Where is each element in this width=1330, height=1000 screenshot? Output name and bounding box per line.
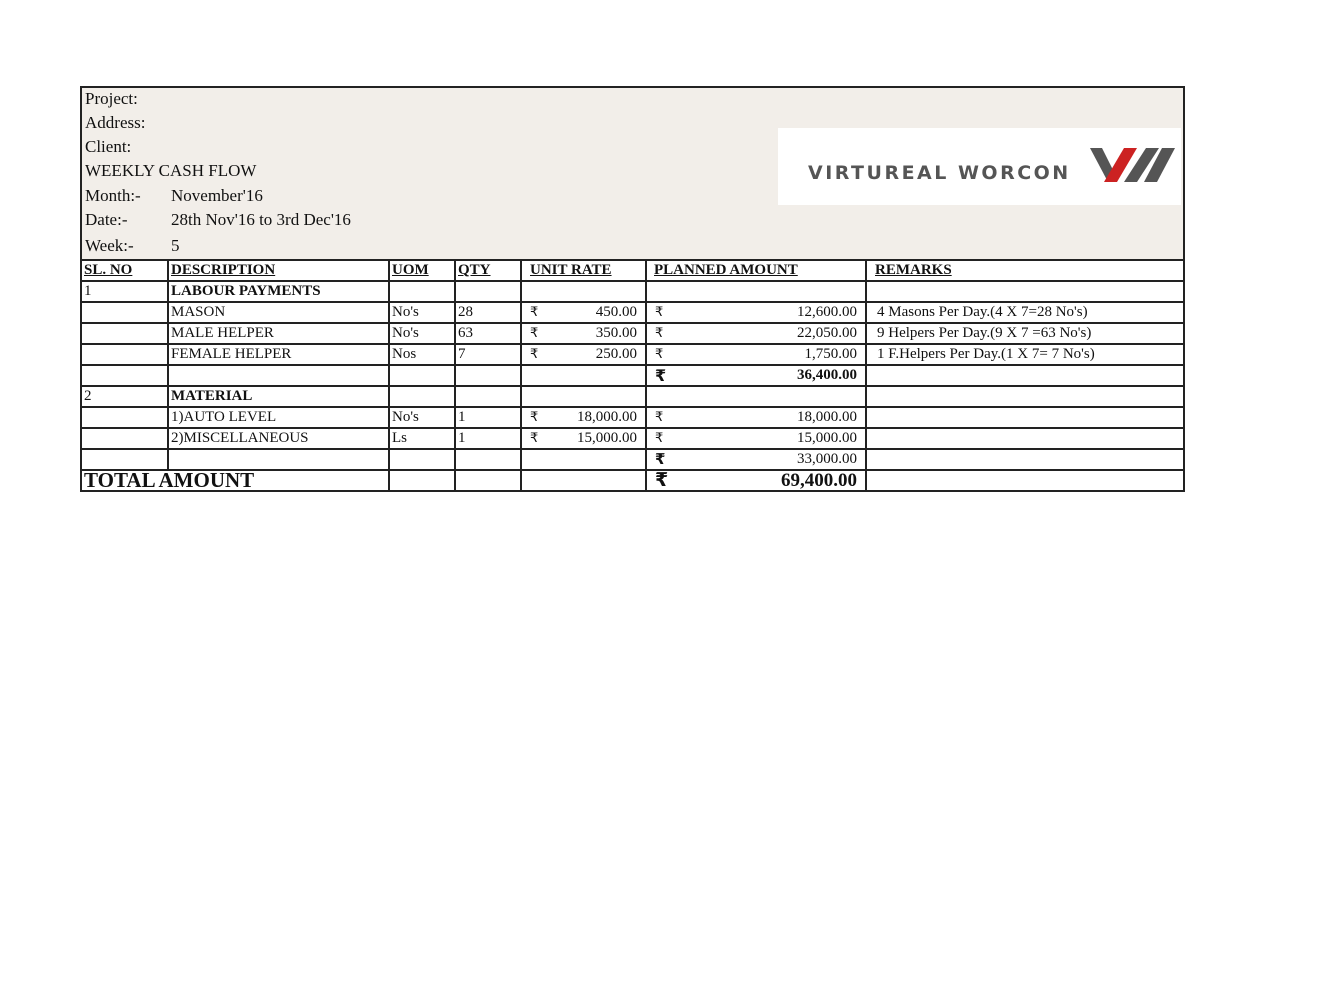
item-rate: 18,000.00: [577, 409, 637, 425]
rupee-icon: ₹: [655, 305, 664, 320]
week-value: 5: [171, 236, 180, 255]
rupee-icon: ₹: [655, 410, 664, 425]
date-line: [85, 210, 351, 230]
rupee-icon: ₹: [530, 347, 539, 362]
subtotal-amount: 33,000.00: [797, 451, 857, 467]
item-uom: Nos: [389, 344, 455, 365]
sheet-header: [82, 88, 1183, 261]
col-header-remarks: REMARKS: [866, 261, 1183, 281]
address-label: Address:: [85, 113, 146, 132]
rupee-icon: ₹: [530, 326, 539, 341]
section-row: [82, 386, 1183, 407]
subtotal-amount: 36,400.00: [797, 367, 857, 383]
date-label: Date:-: [85, 210, 128, 229]
week-line: [85, 236, 180, 256]
rupee-icon: ₹: [530, 305, 539, 320]
rupee-icon: ₹: [655, 347, 664, 362]
rupee-icon: ₹: [530, 410, 539, 425]
item-rate: 15,000.00: [577, 430, 637, 446]
week-label: Week:-: [85, 236, 134, 255]
item-rate: 250.00: [595, 346, 637, 362]
rupee-icon: ₹: [655, 450, 666, 468]
item-amount: 15,000.00: [797, 430, 857, 446]
item-uom: Ls: [389, 428, 455, 449]
client-label: Client:: [85, 137, 132, 156]
table-row: [82, 323, 1183, 344]
col-header-planned-amount: PLANNED AMOUNT: [646, 261, 866, 281]
section-title: MATERIAL: [168, 386, 389, 407]
section-title: LABOUR PAYMENTS: [168, 281, 389, 302]
month-line: [85, 186, 263, 206]
col-header-description: DESCRIPTION: [168, 261, 389, 281]
date-value: 28th Nov'16 to 3rd Dec'16: [171, 210, 351, 229]
item-qty: 28: [455, 302, 521, 323]
col-header-uom: UOM: [389, 261, 455, 281]
table-row: [82, 302, 1183, 323]
logo-w-mark-icon: [1090, 146, 1176, 186]
item-uom: No's: [389, 323, 455, 344]
subtotal-row: [82, 365, 1183, 386]
item-description: MALE HELPER: [168, 323, 389, 344]
total-row: [82, 470, 1183, 490]
total-label: TOTAL AMOUNT: [82, 470, 389, 490]
col-header-sl-no: SL. NO: [82, 261, 168, 281]
rupee-icon: ₹: [530, 431, 539, 446]
month-label: Month:-: [85, 186, 141, 205]
rupee-icon: ₹: [655, 326, 664, 341]
item-amount: 12,600.00: [797, 304, 857, 320]
col-header-unit-rate: UNIT RATE: [521, 261, 646, 281]
col-header-qty: QTY: [455, 261, 521, 281]
rupee-icon: ₹: [655, 431, 664, 446]
table-row: [82, 344, 1183, 365]
subtotal-row: [82, 449, 1183, 470]
item-qty: 7: [455, 344, 521, 365]
project-label: Project:: [85, 89, 138, 108]
item-uom: No's: [389, 407, 455, 428]
item-description: FEMALE HELPER: [168, 344, 389, 365]
item-amount: 18,000.00: [797, 409, 857, 425]
logo-text: VIRTUREAL WORCON: [808, 162, 1071, 184]
section-row: [82, 281, 1183, 302]
sheet-title: WEEKLY CASH FLOW: [85, 161, 257, 180]
table-row: [82, 407, 1183, 428]
item-remarks: [866, 407, 1183, 428]
section-sl: 2: [82, 386, 168, 407]
item-description: MASON: [168, 302, 389, 323]
item-remarks: 1 F.Helpers Per Day.(1 X 7= 7 No's): [866, 344, 1183, 365]
item-qty: 1: [455, 428, 521, 449]
item-amount: 22,050.00: [797, 325, 857, 341]
cash-flow-sheet: [80, 86, 1185, 492]
rupee-icon: ₹: [655, 470, 669, 490]
item-remarks: 9 Helpers Per Day.(9 X 7 =63 No's): [866, 323, 1183, 344]
item-rate: 350.00: [595, 325, 637, 341]
item-description: 2)MISCELLANEOUS: [168, 428, 389, 449]
item-qty: 63: [455, 323, 521, 344]
month-value: November'16: [171, 186, 263, 205]
header-row: [82, 261, 1183, 281]
section-sl: 1: [82, 281, 168, 302]
item-remarks: [866, 428, 1183, 449]
table-row: [82, 428, 1183, 449]
cash-flow-table: [82, 261, 1183, 490]
item-rate: 450.00: [595, 304, 637, 320]
item-amount: 1,750.00: [804, 346, 857, 362]
item-qty: 1: [455, 407, 521, 428]
item-uom: No's: [389, 302, 455, 323]
rupee-icon: ₹: [655, 366, 667, 385]
total-amount: 69,400.00: [781, 470, 857, 490]
company-logo: [778, 128, 1181, 205]
item-remarks: 4 Masons Per Day.(4 X 7=28 No's): [866, 302, 1183, 323]
item-description: 1)AUTO LEVEL: [168, 407, 389, 428]
